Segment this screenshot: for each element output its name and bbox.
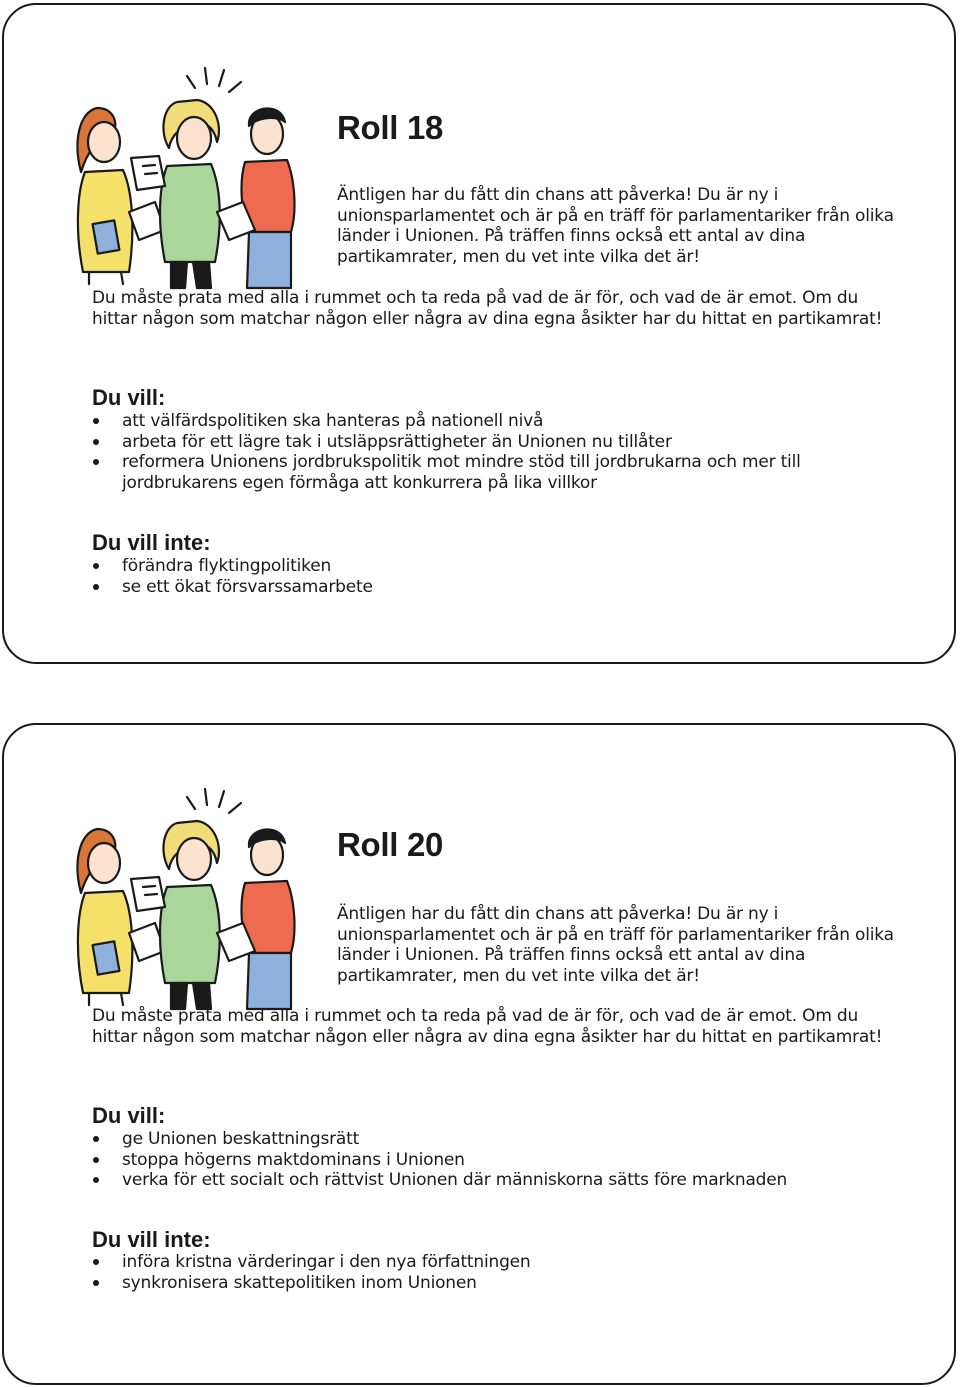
not-wants-heading: Du vill inte: — [92, 1227, 211, 1252]
list-item: stoppa högerns maktdominans i Unionen — [92, 1150, 892, 1171]
role-card — [2, 723, 956, 1385]
wants-list — [92, 411, 892, 493]
intro-text: Äntligen har du fått din chans att påverka! Du är ny i unionsparlamentet och är på en träff för parlamentariker från olika länder i Unionen. På träffen finns också ett antal av dina partikamrater, men du vet inte vilka det är! — [337, 904, 894, 986]
list-item: synkronisera skattepolitiken inom Unionen — [92, 1273, 892, 1294]
task-text: Du måste prata med alla i rummet och ta reda på vad de är för, och vad de är emot. Om du hittar någon som matchar någon eller några av dina egna åsikter har du hittat en partikamrat! — [92, 1006, 883, 1047]
list-item: arbeta för ett lägre tak i utsläppsrättigheter än Unionen nu tillåter — [92, 432, 892, 453]
list-item: införa kristna värderingar i den nya författningen — [92, 1252, 892, 1273]
role-title: Roll 18 — [337, 109, 444, 146]
three-people-talking-illustration — [59, 783, 319, 1013]
list-item: reformera Unionens jordbrukspolitik mot mindre stöd till jordbrukarna och mer till jordbrukarens egen förmåga att konkurrera på lika villkor — [92, 452, 892, 493]
task-text: Du måste prata med alla i rummet och ta reda på vad de är för, och vad de är emot. Om du hittar någon som matchar någon eller några av dina egna åsikter har du hittat en partikamrat! — [92, 288, 883, 329]
list-item: förändra flyktingpolitiken — [92, 556, 892, 577]
not-wants-heading: Du vill inte: — [92, 530, 211, 555]
wants-list — [92, 1129, 892, 1191]
list-item: att välfärdspolitiken ska hanteras på nationell nivå — [92, 411, 892, 432]
list-item: ge Unionen beskattningsrätt — [92, 1129, 892, 1150]
list-item: verka för ett socialt och rättvist Unionen där människorna sätts före marknaden — [92, 1170, 892, 1191]
role-title: Roll 20 — [337, 826, 444, 863]
list-item: se ett ökat försvarssamarbete — [92, 577, 892, 598]
wants-heading: Du vill: — [92, 1103, 166, 1128]
three-people-talking-illustration — [59, 62, 319, 292]
role-card — [2, 3, 956, 664]
intro-text: Äntligen har du fått din chans att påverka! Du är ny i unionsparlamentet och är på en träff för parlamentariker från olika länder i Unionen. På träffen finns också ett antal av dina partikamrater, men du vet inte vilka det är! — [337, 185, 894, 267]
not-wants-list — [92, 556, 892, 597]
not-wants-list — [92, 1252, 892, 1293]
wants-heading: Du vill: — [92, 385, 166, 410]
